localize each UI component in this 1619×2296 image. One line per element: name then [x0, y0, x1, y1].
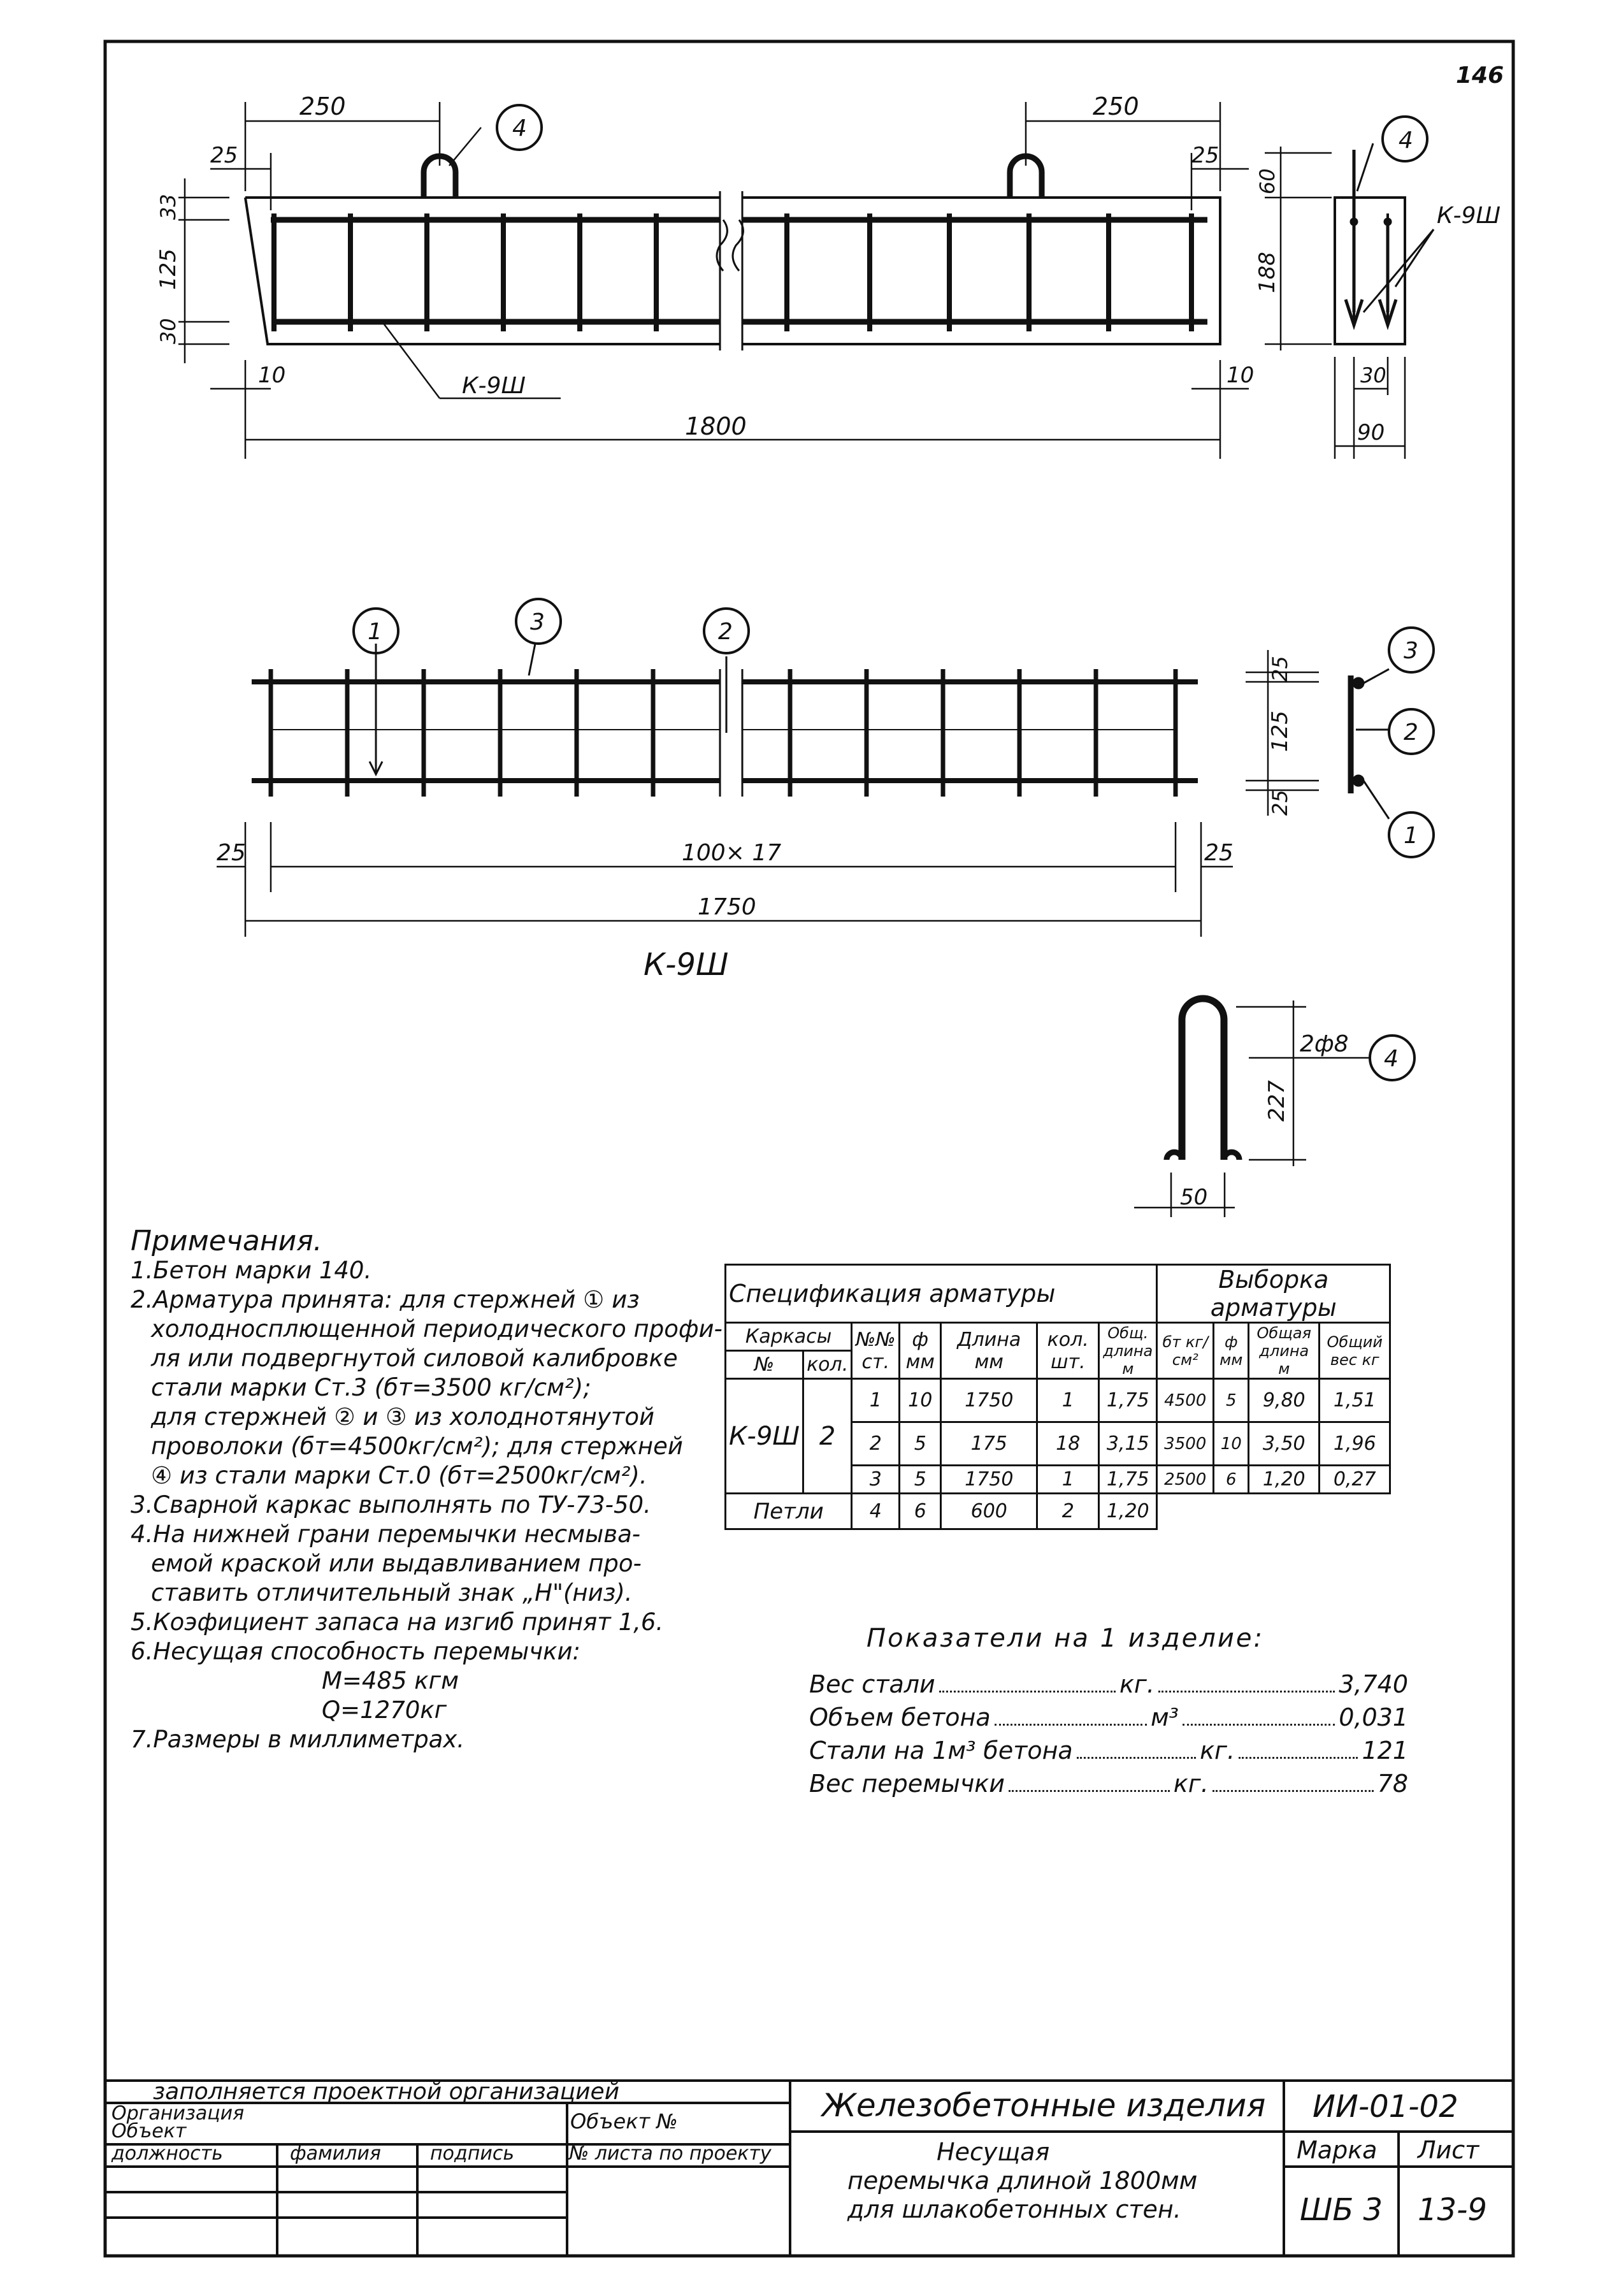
frame-dimensions	[217, 609, 1418, 983]
notes-heading: Примечания.	[131, 1225, 322, 1257]
frame-title: К-9Ш	[644, 947, 729, 983]
note-line: 6.Несущая способность перемычки:	[131, 1638, 580, 1665]
svg-text:2ф8: 2ф8	[1300, 1031, 1349, 1057]
svg-text:30: 30	[1360, 363, 1386, 387]
indicator-row: Вес стали кг. 3,740	[809, 1670, 1409, 1698]
svg-text:4: 4	[1399, 127, 1413, 154]
beam-cross-section	[1265, 117, 1434, 459]
svg-text:100× 17: 100× 17	[682, 840, 782, 866]
mark-value: ШБ 3	[1300, 2192, 1383, 2228]
title-block-grid	[105, 2081, 1513, 2256]
section-dimensions	[1255, 127, 1500, 445]
description-line-1: Несущая	[937, 2138, 1050, 2166]
note-line: ля или подвергнутой силовой калибровке	[151, 1345, 678, 1372]
indicators-heading: Показатели на 1 изделие:	[867, 1624, 1264, 1653]
svg-text:10: 10	[258, 363, 286, 388]
svg-text:К-9Ш: К-9Ш	[462, 373, 526, 399]
indicator-row: Объем бетона м³ 0,031	[809, 1703, 1409, 1731]
svg-text:125: 125	[1267, 711, 1293, 752]
svg-text:60: 60	[1255, 168, 1279, 194]
note-line: проволоки (бт=4500кг/см²); для стержней	[151, 1433, 683, 1460]
selection-title: Выборка арматуры	[1157, 1265, 1390, 1323]
mark-label: Марка	[1297, 2136, 1378, 2164]
description-line-3: для шлакобетонных стен.	[847, 2195, 1181, 2223]
svg-text:90: 90	[1357, 420, 1385, 445]
note-line: 5.Коэфициент запаса на изгиб принят 1,6.	[131, 1608, 664, 1636]
svg-text:227: 227	[1264, 1080, 1290, 1122]
svg-text:4: 4	[1384, 1046, 1399, 1072]
svg-text:30: 30	[156, 318, 180, 344]
svg-text:1: 1	[1404, 823, 1418, 849]
product-group: Железобетонные изделия	[822, 2087, 1266, 2124]
note-line: стали марки Ст.3 (бт=3500 кг/см²);	[151, 1374, 591, 1401]
elevation-dimensions	[155, 92, 1254, 440]
svg-text:25: 25	[1268, 656, 1292, 682]
svg-text:3: 3	[530, 609, 545, 635]
svg-text:25: 25	[210, 143, 238, 168]
series-code: ИИ-01-02	[1313, 2089, 1458, 2125]
spec-table: Спецификация арматуры Выборка арматуры Каркасы №№ ст. ф мм Длина мм кол. шт. Общ. длина м бт кг/см² ф мм Общая длина м Общий вес кг № кол. К-9Ш 2 1 10 1750 1 1,75 4500 5 9,80 1,51 2 5 175 18 3,15 3500 10 3,50 1,96 3 5 1750 1 1,75 2500 6 1,20 0,27 Петли 4 6 600 2 1,20	[724, 1264, 1391, 1530]
org-label: Организация	[112, 2102, 245, 2125]
indicator-row: Стали на 1м³ бетона кг. 121	[809, 1736, 1408, 1765]
note-line: 7.Размеры в миллиметрах.	[131, 1726, 465, 1753]
position-label: должность	[112, 2142, 223, 2165]
svg-text:2: 2	[1404, 719, 1418, 746]
svg-text:25: 25	[1268, 790, 1292, 816]
sheet-border	[105, 41, 1513, 2256]
notes	[131, 1227, 736, 1754]
svg-text:250: 250	[1093, 92, 1139, 120]
note-line: 4.На нижней грани перемычки несмыва-	[131, 1520, 641, 1548]
svg-text:33: 33	[156, 194, 180, 220]
note-line: М=485 кгм	[322, 1667, 459, 1694]
note-line: 1.Бетон марки 140.	[131, 1257, 372, 1284]
svg-text:3: 3	[1404, 638, 1418, 664]
beam-elevation	[178, 102, 1249, 459]
svg-text:25: 25	[217, 840, 246, 866]
object-label: Объект	[112, 2120, 187, 2142]
svg-text:4: 4	[512, 115, 527, 141]
frame-name: К-9Ш	[726, 1379, 803, 1494]
svg-text:К-9Ш: К-9Ш	[1437, 203, 1500, 229]
svg-text:188: 188	[1255, 252, 1280, 293]
sheet-number: 146	[1456, 62, 1504, 89]
svg-text:2: 2	[718, 619, 733, 645]
description-line-2: перемычка длиной 1800мм	[847, 2167, 1198, 2195]
indicator-row: Вес перемычки кг. 78	[809, 1770, 1408, 1798]
note-line: холодносплющенной периодического профи-	[151, 1315, 723, 1343]
note-line: Q=1270кг	[322, 1696, 447, 1724]
surname-label: фамилия	[290, 2142, 381, 2165]
svg-text:10: 10	[1227, 363, 1255, 388]
note-line: для стержней ② и ③ из холоднотянутой	[151, 1403, 655, 1431]
note-line: емой краской или выдавливанием про-	[151, 1550, 642, 1577]
signature-label: подпись	[430, 2142, 514, 2165]
svg-text:25: 25	[1204, 840, 1234, 866]
filled-by: заполняется проектной организацией	[153, 2079, 620, 2105]
indicators	[809, 1622, 1408, 1800]
svg-text:50: 50	[1180, 1185, 1208, 1210]
svg-text:25: 25	[1191, 143, 1220, 168]
svg-text:1750: 1750	[698, 894, 756, 920]
sheet-no-project-label: № листа по проекту	[569, 2142, 772, 2165]
note-line: 3.Сварной каркас выполнять по ТУ-73-50.	[131, 1491, 651, 1519]
svg-text:125: 125	[155, 249, 181, 290]
spec-title: Спецификация арматуры	[726, 1265, 1157, 1323]
object-no-label: Объект №	[570, 2109, 678, 2134]
note-line: ставить отличительный знак „Н"(низ).	[151, 1579, 633, 1606]
svg-text:1: 1	[368, 619, 382, 645]
svg-text:1800: 1800	[685, 412, 747, 440]
sheet-value: 13-9	[1418, 2192, 1487, 2228]
note-line: 2.Арматура принята: для стержней ① из	[131, 1286, 640, 1313]
svg-text:250: 250	[299, 92, 346, 120]
note-line: ④ из стали марки Ст.0 (бт=2500кг/см²).	[151, 1462, 647, 1489]
frame-view	[217, 599, 1434, 937]
sheet-label: Лист	[1418, 2136, 1479, 2164]
